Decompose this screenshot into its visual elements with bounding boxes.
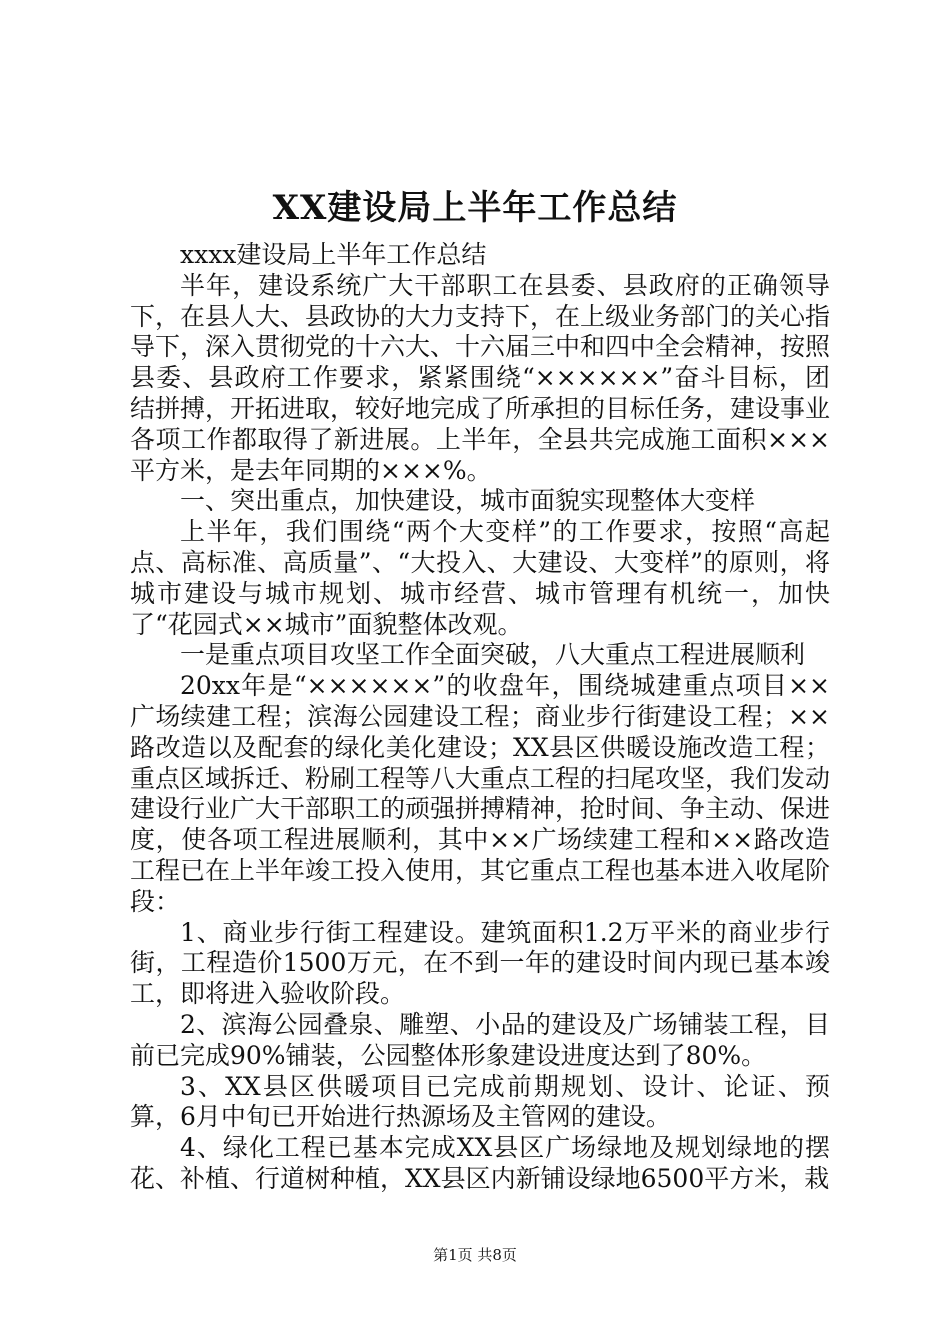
paragraph-key-projects: 20xx年是“××××××”的收盘年，围绕城建重点项目××广场续建工程；滨海公园建设工程；商业步行街建设工程；××路改造以及配套的绿化美化建设；XX县区供暖设施改造工程；重点区域拆迁、粉刷工程等八大重点工程的扫尾攻坚，我们发动建设行业广大干部职工的顽强拼搏精神，抢时间、争主动、保进度，使各项工程进展顺利，其中××广场续建工程和××路改造工程已在上半年竣工投入使用，其它重点工程也基本进入收尾阶段：: [130, 671, 831, 916]
document-title: XX建设局上半年工作总结: [272, 188, 678, 228]
section-heading-1: 一、突出重点，加快建设，城市面貌实现整体大变样: [180, 486, 756, 516]
subsection-heading-1: 一是重点项目攻坚工作全面突破，八大重点工程进展顺利: [180, 640, 806, 670]
list-item-3: 3、XX县区供暖项目已完成前期规划、设计、论证、预算，6月中旬已开始进行热源场及主管网的建设。: [130, 1071, 830, 1132]
paragraph-intro: 半年，建设系统广大干部职工在县委、县政府的正确领导下，在县人大、县政协的大力支持下，在上级业务部门的关心指导下，深入贯彻党的十六大、十六届三中和四中全会精神，按照县委、县政府工作要求，紧紧围绕“××××××”奋斗目标，团结拼搏，开拓进取，较好地完成了所承担的目标任务，建设事业各项工作都取得了新进展。上半年，全县共完成施工面积×××平方米，是去年同期的×××%。: [130, 270, 831, 485]
paragraph-section-1: 上半年，我们围绕“两个大变样”的工作要求，按照“高起点、高标准、高质量”、“大投入、大建设、大变样”的原则，将城市建设与城市规划、城市经营、城市管理有机统一，加快了“花园式××城市”面貌整体改观。: [130, 517, 830, 639]
page-footer: 第1页 共8页: [433, 1246, 517, 1264]
paragraph-subtitle: xxxx建设局上半年工作总结: [180, 240, 487, 269]
list-item-2: 2、滨海公园叠泉、雕塑、小品的建设及广场铺装工程，目前已完成90%铺装，公园整体形象建设进度达到了80%。: [130, 1009, 830, 1070]
list-item-1: 1、商业步行街工程建设。建筑面积1.2万平米的商业步行街，工程造价1500万元，在不到一年的建设时间内现已基本竣工，即将进入验收阶段。: [130, 917, 830, 1009]
document-body: [130, 240, 830, 1195]
list-item-4: 4、绿化工程已基本完成XX县区广场绿地及规划绿地的摆花、补植、行道树种植，XX县区内新铺设绿地6500平方米，栽: [130, 1133, 830, 1193]
